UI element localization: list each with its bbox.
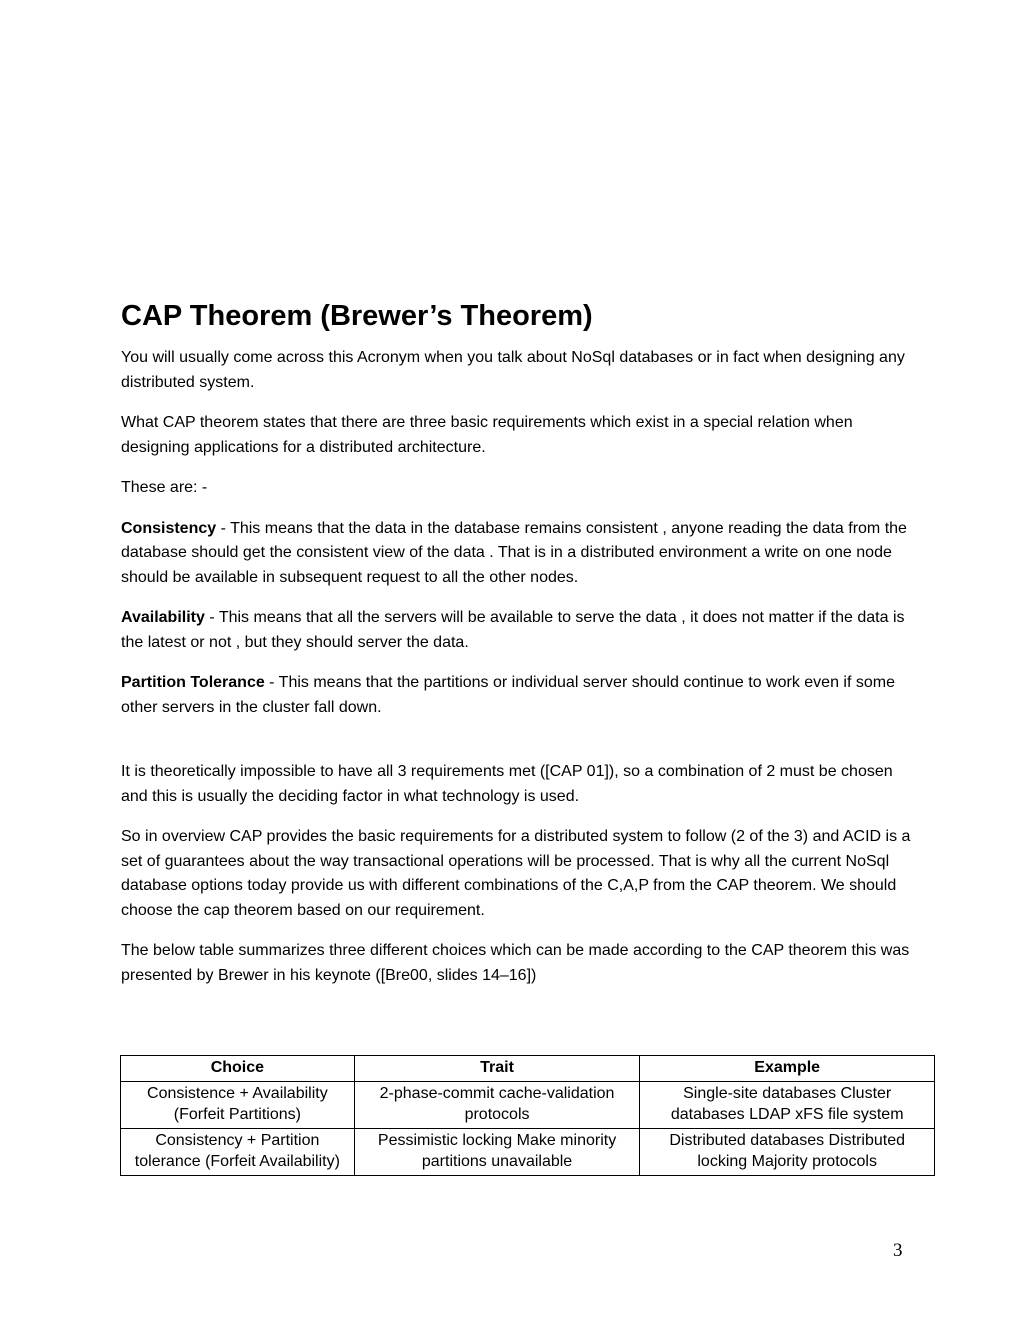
definition-availability xyxy=(121,606,921,655)
table-header-choice: Choice xyxy=(121,1056,355,1082)
intro-paragraph-1: You will usually come across this Acronym when you talk about NoSql databases or in fact when designing any distributed system. xyxy=(121,349,905,391)
intro-paragraph-2: What CAP theorem states that there are three basic requirements which exist in a special relation when designing applications for a distributed architecture. xyxy=(121,414,853,456)
document-body xyxy=(121,296,921,1004)
definition-text: - This means that all the servers will be available to serve the data , it does not matter if the data is the latest or not , but they should server the data. xyxy=(121,609,905,651)
table-cell-trait: Pessimistic locking Make minority partitions unavailable xyxy=(354,1128,640,1175)
spacer xyxy=(121,736,921,760)
definition-consistency xyxy=(121,517,921,591)
table-header-trait: Trait xyxy=(354,1056,640,1082)
definition-term: Availability xyxy=(121,609,205,626)
table-cell-choice: Consistency + Partition tolerance (Forfeit Availability) xyxy=(121,1128,355,1175)
intro-paragraph-3: These are: - xyxy=(121,479,208,496)
table-header-row xyxy=(121,1056,935,1082)
table-cell-example: Distributed databases Distributed locking Majority protocols xyxy=(640,1128,935,1175)
page-title: CAP Theorem (Brewer’s Theorem) xyxy=(121,300,593,332)
table-cell-example: Single-site databases Cluster databases LDAP xFS file system xyxy=(640,1081,935,1128)
body-paragraph-3: The below table summarizes three different choices which can be made according to the CAP theorem this was presented by Brewer in his keynote ([Bre00, slides 14–16]) xyxy=(121,942,910,984)
cap-choices-table xyxy=(120,1055,935,1176)
definition-partition-tolerance xyxy=(121,671,921,720)
definition-term: Consistency xyxy=(121,519,217,537)
definition-text: - This means that the data in the database remains consistent , anyone reading the data from the database should get the consistent view of the data . That is in a distributed environment a write on one node should be available in subsequent request to all the other nodes. xyxy=(121,519,907,586)
page-number: 3 xyxy=(893,1240,903,1261)
table-row xyxy=(121,1128,935,1175)
definition-text: - This means that the partitions or individual server should continue to work even if some other servers in the cluster fall down. xyxy=(121,674,895,716)
table-cell-choice: Consistence + Availability (Forfeit Partitions) xyxy=(121,1081,355,1128)
body-paragraph-1: It is theoretically impossible to have all 3 requirements met ([CAP 01]), so a combination of 2 must be chosen and this is usually the deciding factor in what technology is used. xyxy=(121,763,893,805)
table-header-example: Example xyxy=(640,1056,935,1082)
definition-term: Partition Tolerance xyxy=(121,674,265,691)
table-cell-trait: 2-phase-commit cache-validation protocols xyxy=(354,1081,640,1128)
table-row xyxy=(121,1081,935,1128)
body-paragraph-2: So in overview CAP provides the basic requirements for a distributed system to follow (2 of the 3) and ACID is a set of guarantees about the way transactional operations will be processed. That is why all the current NoSql database options today provide us with different combinations of the C,A,P from the CAP theorem. We should choose the cap theorem based on our requirement. xyxy=(121,828,911,919)
